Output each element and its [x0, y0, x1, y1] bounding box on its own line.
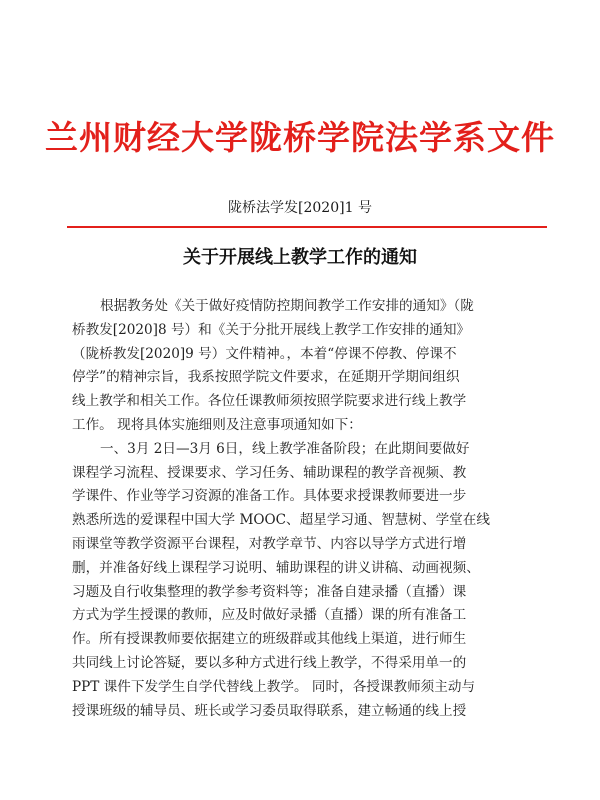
body-line: 桥教发[2020]8 号）和《关于分批开展线上教学工作安排的通知》 [72, 321, 471, 338]
body-line: 授课班级的辅导员、班长或学习委员取得联系，建立畅通的线上授 [72, 702, 467, 719]
body-line: 课程学习流程、授课要求、学习任务、辅助课程的教学音视频、教 [72, 464, 467, 481]
body-line: 一、3月 2日—3月 6日，线上教学准备阶段；在此期间要做好 [100, 440, 470, 457]
notice-title: 关于开展线上教学工作的通知 [183, 247, 417, 268]
body-line: 作。所有授课教师要依据建立的班级群或其他线上渠道，进行师生 [72, 631, 467, 648]
body-line: 工作。 现将具体实施细则及注意事项通知如下： [72, 416, 362, 433]
body-line: 雨课堂等教学资源平台课程，对教学章节、内容以导学方式进行增 [72, 535, 467, 552]
body-line: 方式为学生授课的教师，应及时做好录播（直播）课的所有准备工 [72, 607, 467, 624]
notice-body [72, 295, 552, 723]
body-line: 熟悉所选的爱课程中国大学 MOOC、超星学习通、智慧树、学堂在线 [72, 512, 490, 529]
body-line: （陇桥教发[2020]9 号）文件精神。，本着“停课不停教、停课不 [72, 345, 457, 362]
body-line: 线上教学和相关工作。各位任课教师须按照学院要求进行线上教学 [72, 393, 467, 410]
body-line: 删，并准备好线上课程学习说明、辅助课程的讲义讲稿、动画视频、 [72, 559, 480, 576]
document-number: 陇桥法学发[2020]1 号 [228, 200, 372, 216]
body-line: 习题及自行收集整理的教学参考资料等；准备自建录播（直播）课 [72, 583, 467, 600]
document-header-title: 兰州财经大学陇桥学院法学系文件 [45, 118, 555, 157]
body-line: 停学”的精神宗旨，我系按照学院文件要求，在延期开学期间组织 [72, 369, 460, 386]
body-line: 学课件、作业等学习资源的准备工作。具体要求授课教师要进一步 [72, 488, 467, 505]
body-line: PPT 课件下发学生自学代替线上教学。 同时，各授课教师须主动与 [72, 678, 476, 695]
red-divider [67, 226, 547, 228]
body-line: 根据教务处《关于做好疫情防控期间教学工作安排的通知》（陇 [100, 298, 474, 314]
body-line: 共同线上讨论答疑，要以多种方式进行线上教学，不得采用单一的 [72, 654, 467, 671]
